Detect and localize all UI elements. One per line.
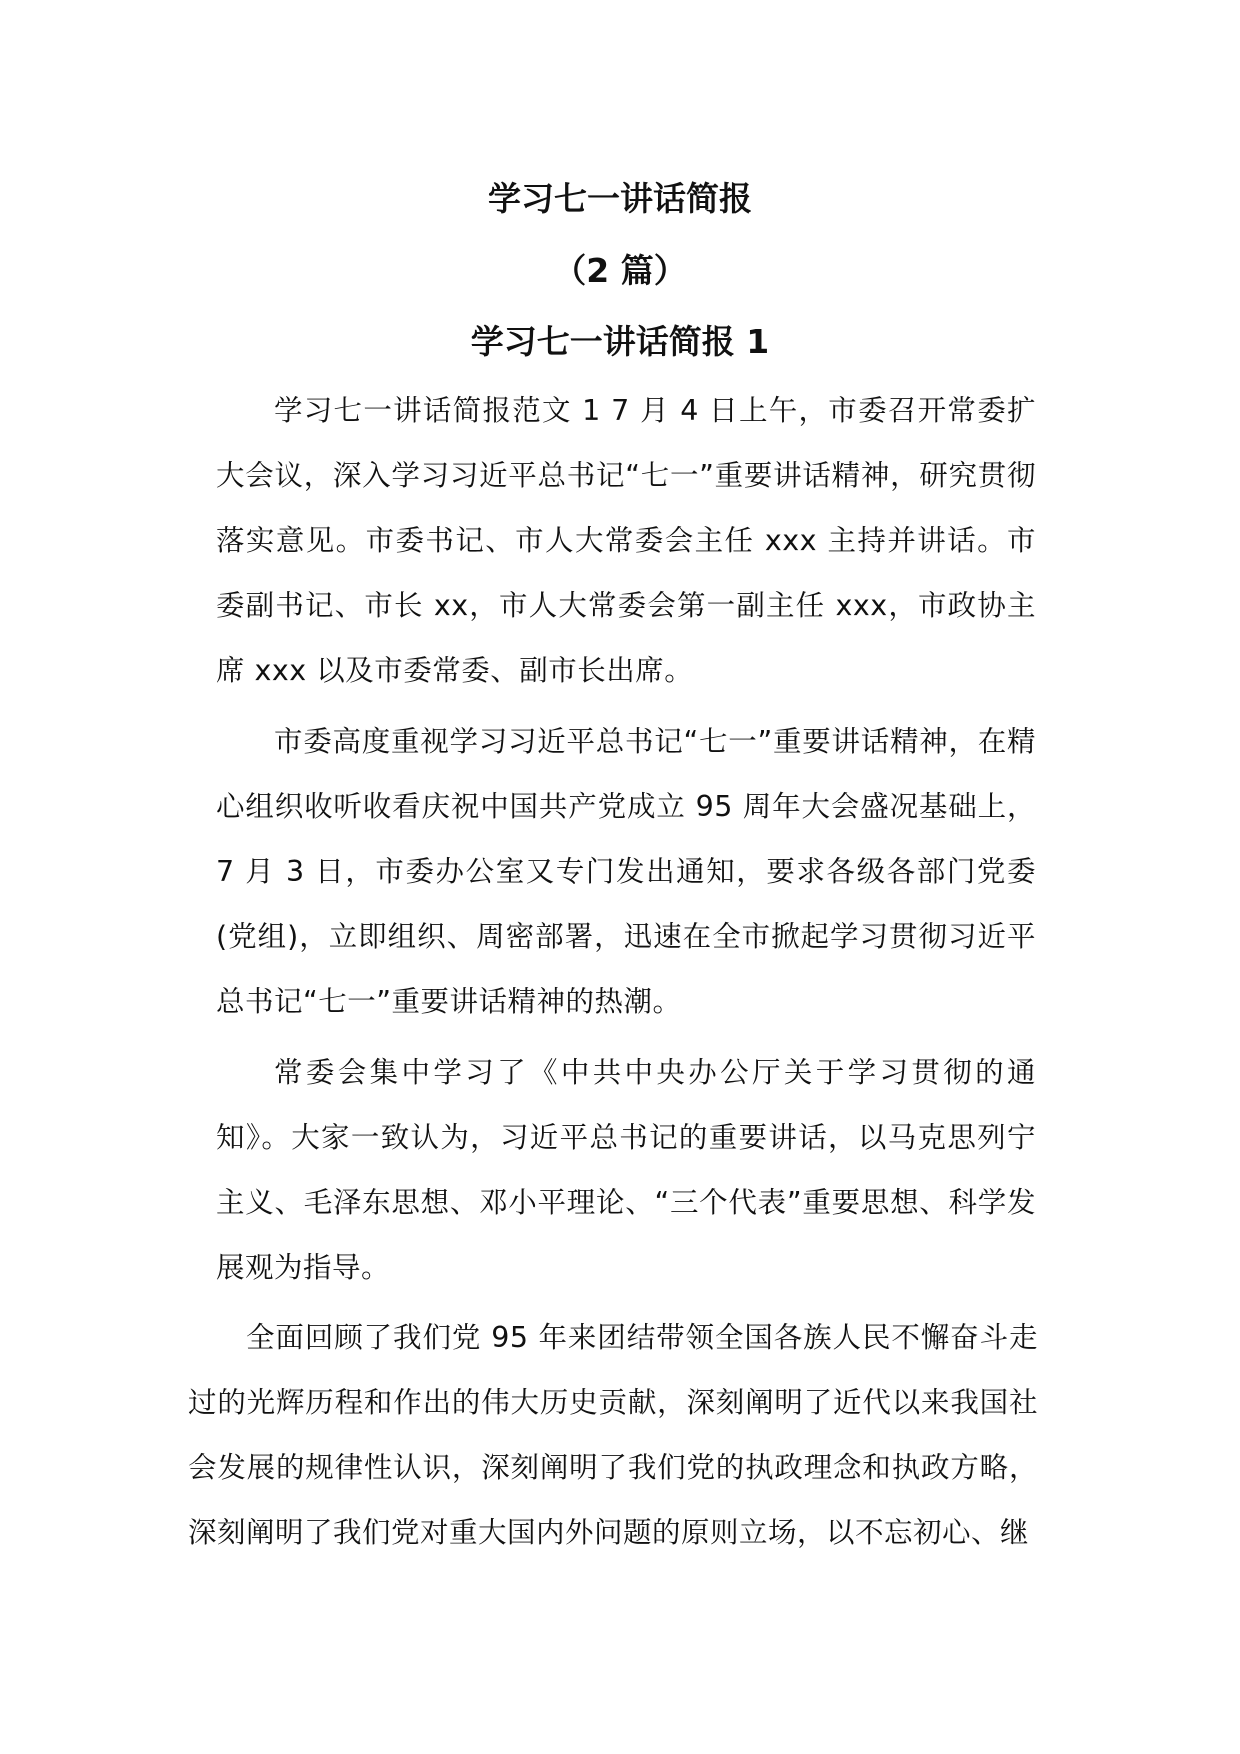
- paragraph-3: 常委会集中学习了《中共中央办公厅关于学习贯彻的通知》。大家一致认为，习近平总书记的重要讲话，以马克思列宁主义、毛泽东思想、邓小平理论、“三个代表”重要思想、科学发展观为指导。: [216, 1056, 1036, 1284]
- document-title: 学习七一讲话简报: [488, 179, 752, 218]
- paragraph-2: 市委高度重视学习习近平总书记“七一”重要讲话精神，在精心组织收听收看庆祝中国共产党成立 95 周年大会盛况基础上，7 月 3 日，市委办公室又专门发出通知，要求各级各部门党委(党组)，立即组织、周密部署，迅速在全市掀起学习贯彻习近平总书记“七一”重要讲话精神的热潮。: [216, 725, 1036, 1018]
- paragraph-4: 全面回顾了我们党 95 年来团结带领全国各族人民不懈奋斗走过的光辉历程和作出的伟大历史贡献，深刻阐明了近代以来我国社会发展的规律性认识，深刻阐明了我们党的执政理念和执政方略，深刻阐明了我们党对重大国内外问题的原则立场，以不忘初心、继: [188, 1321, 1038, 1549]
- section-heading: 学习七一讲话简报 1: [470, 322, 770, 361]
- document-subtitle: （2 篇）: [553, 251, 687, 290]
- paragraph-1: 学习七一讲话简报范文 1 7 月 4 日上午，市委召开常委扩大会议，深入学习习近平总书记“七一”重要讲话精神，研究贯彻落实意见。市委书记、市人大常委会主任 xxx 主持并讲话。市委副书记、市长 xx，市人大常委会第一副主任 xxx，市政协主席 xxx 以及市委常委、副市长出席。: [216, 394, 1036, 687]
